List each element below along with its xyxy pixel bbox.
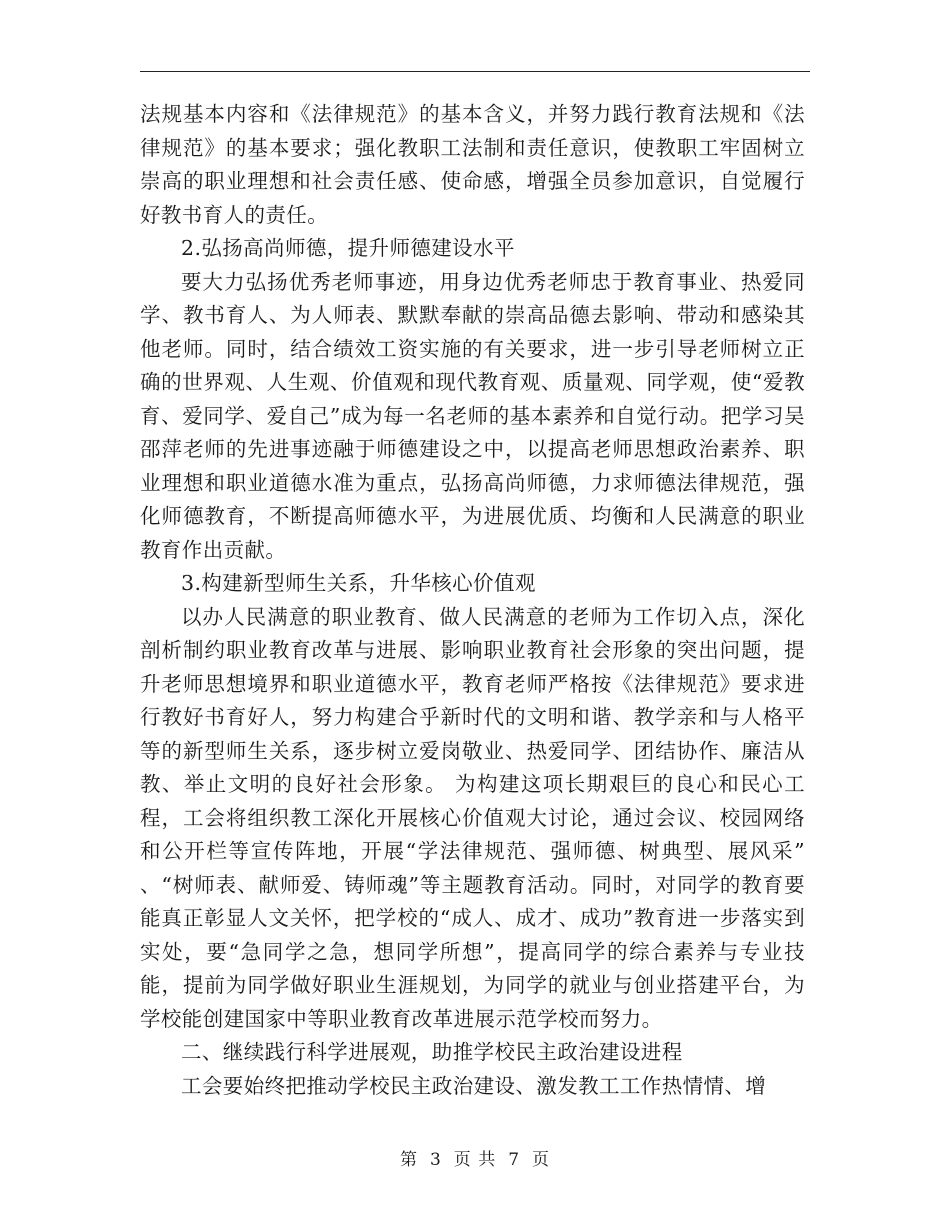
document-body — [140, 98, 805, 1103]
footer-suffix: 页 — [532, 1150, 551, 1170]
section-heading-2: 2.弘扬高尚师德，提升师德建设水平 — [181, 236, 515, 260]
footer-middle: 页 共 — [453, 1150, 497, 1170]
header-rule — [140, 71, 810, 72]
footer-total-pages: 7 — [508, 1150, 521, 1170]
paragraph-democracy: 工会要始终把推动学校民主政治建设、激发教工工作热情情、增 — [181, 1073, 767, 1098]
page-footer — [0, 1148, 950, 1172]
paragraph-continuation: 法规基本内容和《法律规范》的基本含义，并努力践行教育法规和《法律规范》的基本要求；强化教职工法制和责任意识，使教职工牢固树立崇高的职业理想和社会责任感、使命感，增强全员参加意识，自觉履行好教书育人的责任。 — [140, 102, 805, 227]
section-heading-part-two: 二、继续践行科学进展观，助推学校民主政治建设进程 — [181, 1040, 683, 1064]
paragraph-teacher-ethics: 要大力弘扬优秀老师事迹，用身边优秀老师忠于教育事业、热爱同学、教书育人、为人师表、默默奉献的崇高品德去影响、带动和感染其他老师。同时，结合绩效工资实施的有关要求，进一步引导老师树立正确的世界观、人生观、价值观和现代教育观、质量观、同学观，使“爱教育、爱同学、爱自己”成为每一名老师的基本素养和自觉行动。把学习吴邵萍老师的先进事迹融于师德建设之中，以提高老师思想政治素养、职业理想和职业道德水准为重点，弘扬高尚师德，力求师德法律规范，强化师德教育，不断提高师德水平，为进展优质、均衡和人民满意的职业教育作出贡献。 — [140, 269, 805, 562]
paragraph-teacher-student-relation: 以办人民满意的职业教育、做人民满意的老师为工作切入点，深化剖析制约职业教育改革与进展、影响职业教育社会形象的突出问题，提升老师思想境界和职业道德水平，教育老师严格按《法律规范》要求进行教好书育好人，努力构建合乎新时代的文明和谐、教学亲和与人格平等的新型师生关系，逐步树立爱岗敬业、热爱同学、团结协作、廉洁从教、举止文明的良好社会形象。 为构建这项长期艰巨的良心和民心工程，工会将组织教工深化开展核心价值观大讨论，通过会议、校园网络和公开栏等宣传阵地，开展“学法律规范、强师德、树典型、展风采” 、“树师表、献师爱、铸师魂”等主题教育活动。同时，对同学的教育要能真正彰显人文关怀，把学校的“成人、成才、成功”教育进一步落实到实处，要“急同学之急，想同学所想”，提高同学的综合素养与专业技能，提前为同学做好职业生涯规划，为同学的就业与创业搭建平台，为学校能创建国家中等职业教育改革进展示范学校而努力。 — [140, 604, 805, 1031]
section-heading-3: 3.构建新型师生关系，升华核心价值观 — [181, 571, 536, 595]
footer-prefix: 第 — [399, 1150, 418, 1170]
footer-page-number: 3 — [429, 1150, 442, 1170]
